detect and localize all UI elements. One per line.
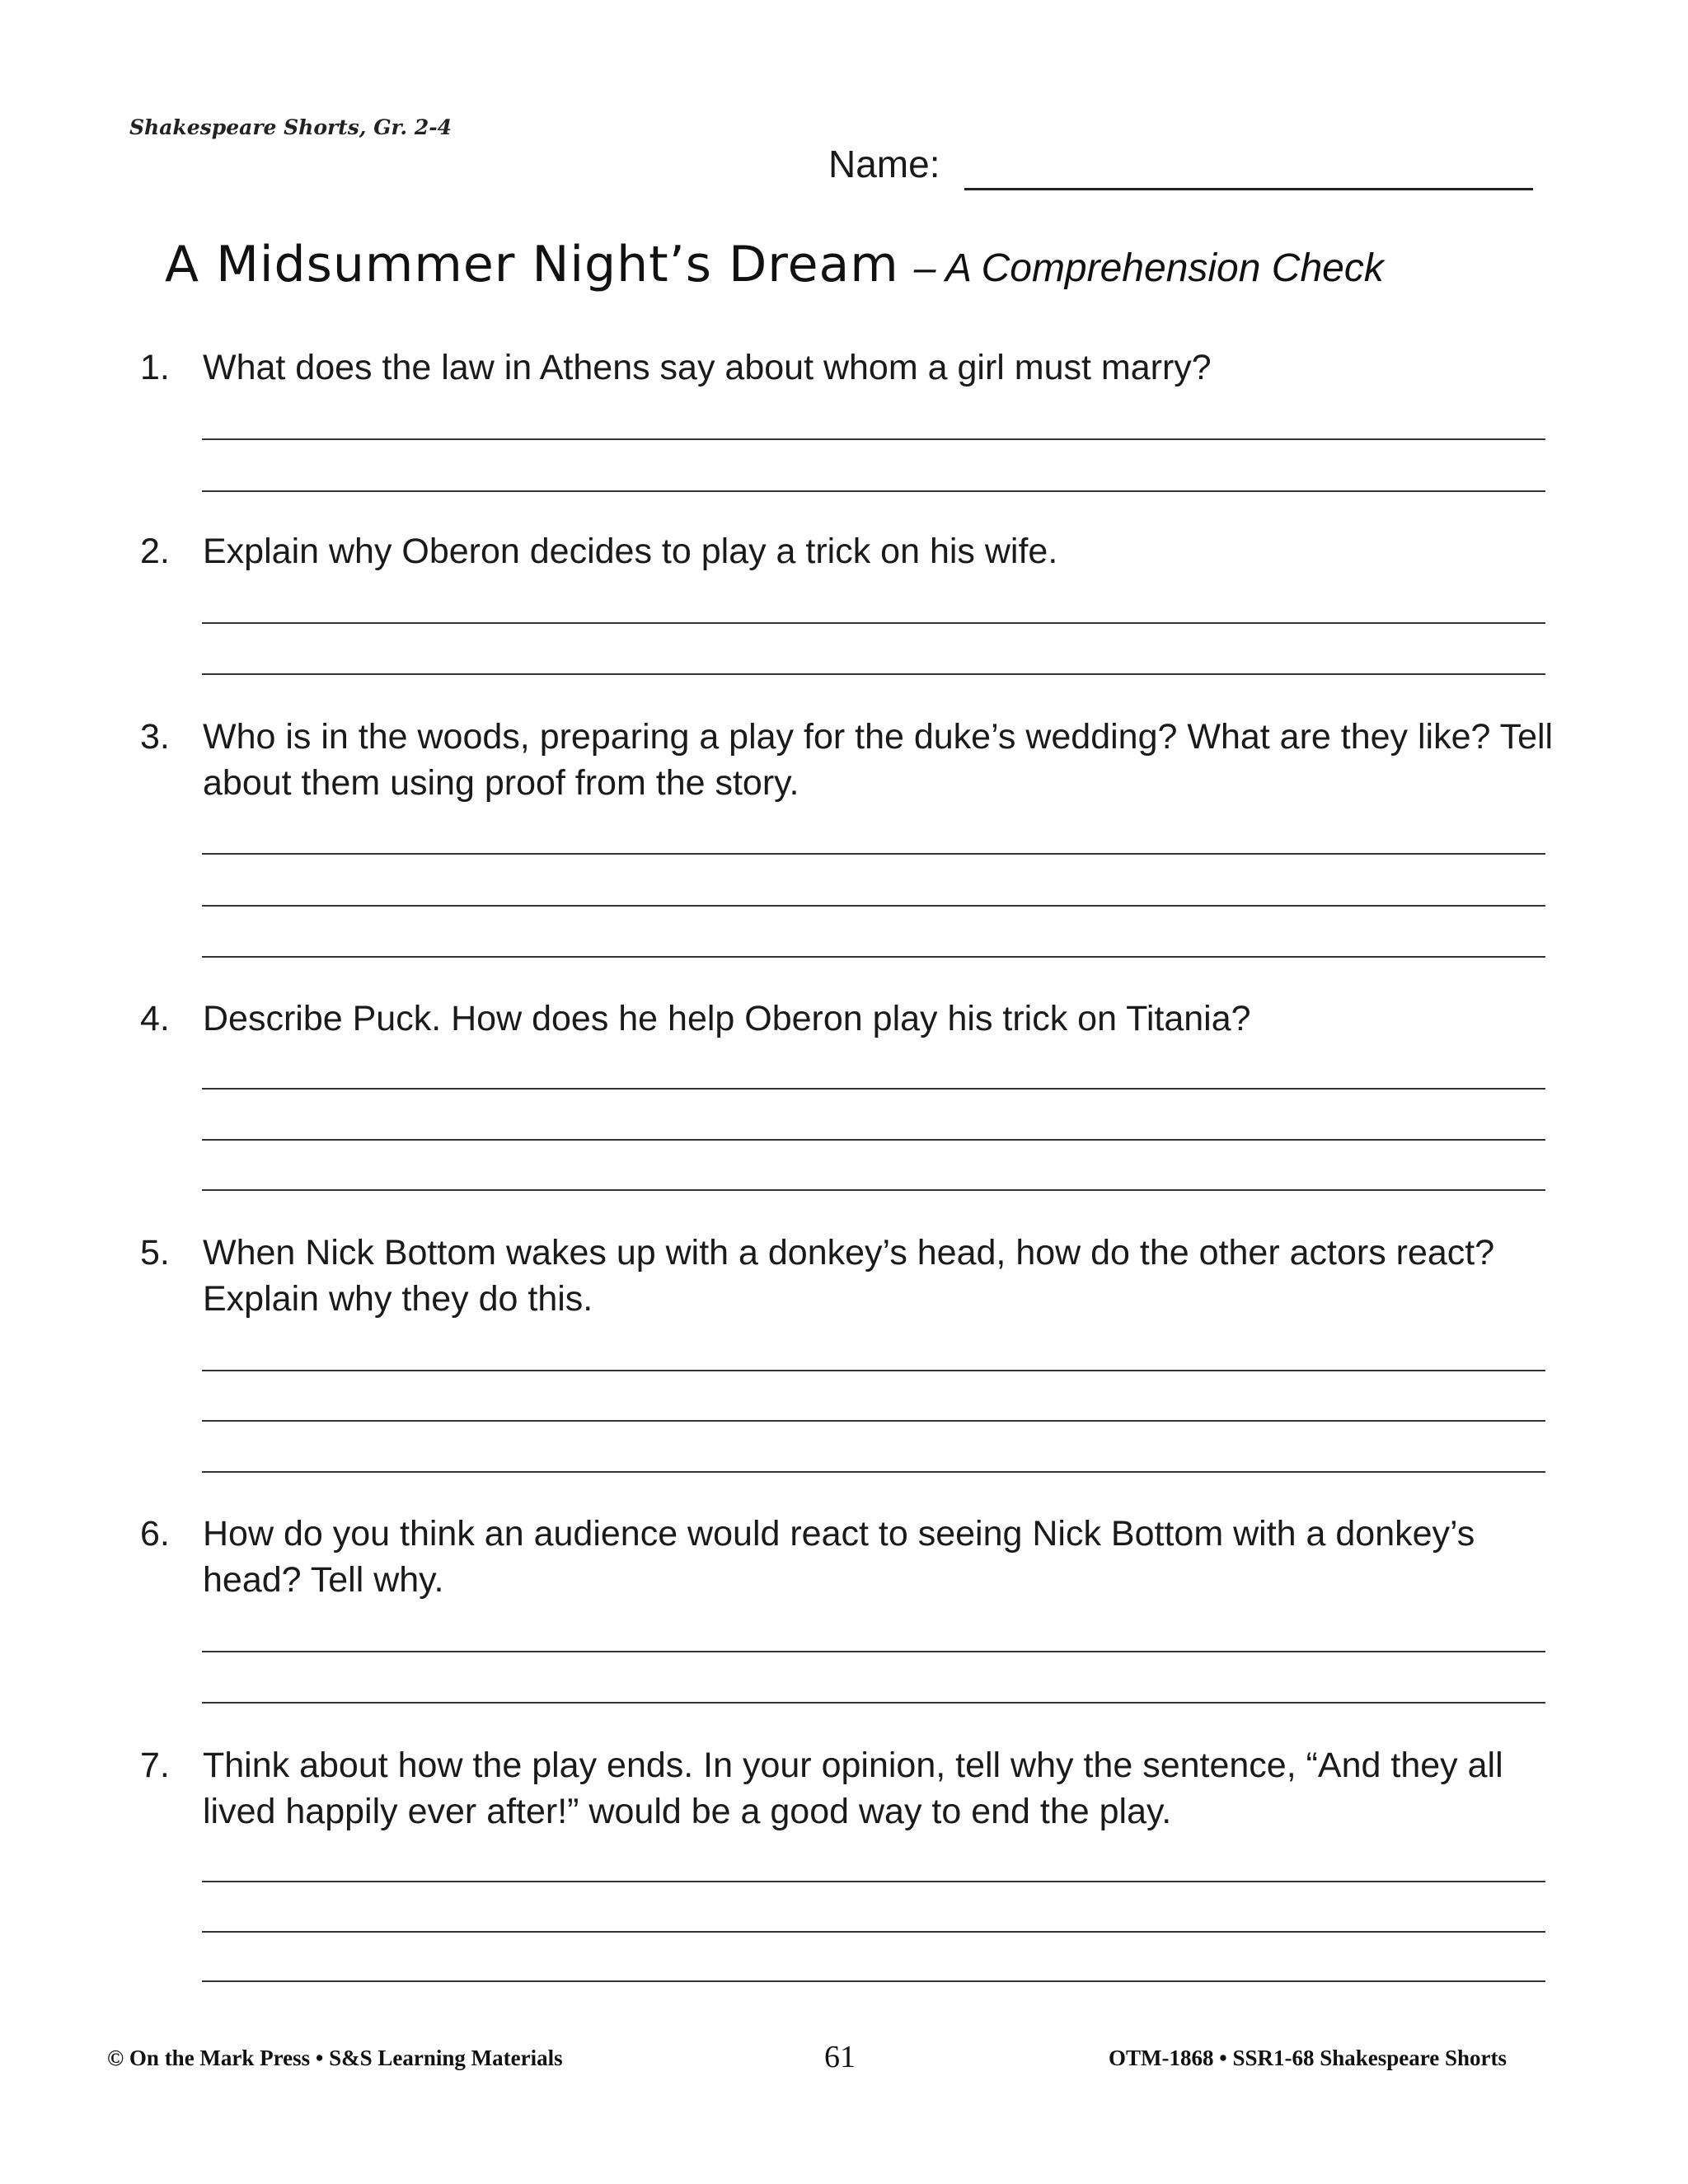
series-header: Shakespeare Shorts, Gr. 2-4 [129,115,452,139]
question-number: 4. [140,999,170,1038]
question-number: 6. [140,1514,170,1554]
question-text: Explain why Oberon decides to play a trick on his wife. [203,532,1058,571]
name-label: Name: [828,143,940,185]
answer-line[interactable] [202,1471,1545,1473]
page-title [165,236,1566,310]
question-text: Who is in the woods, preparing a play for the duke’s wedding? What are they like? Tell about them using proof from the story. [203,717,1554,803]
question-number: 3. [140,717,170,757]
name-field-row [828,142,1529,199]
answer-line[interactable] [202,1139,1545,1141]
question-text: What does the law in Athens say about whom a girl must marry? [203,348,1212,387]
name-input-line[interactable] [964,188,1533,190]
answer-line[interactable] [202,1370,1545,1371]
answer-line[interactable] [202,490,1545,492]
answer-line[interactable] [202,1189,1545,1191]
answer-line[interactable] [202,1651,1545,1652]
title-sub: – A Comprehension Check [913,246,1384,290]
question-number: 5. [140,1233,170,1272]
answer-line[interactable] [202,1088,1545,1090]
footer-copyright: © On the Mark Press • S&S Learning Materials [107,2046,563,2070]
question-text: Think about how the play ends. In your opinion, tell why the sentence, “And they all lived happily ever after!” would be a good way to end the play. [203,1746,1503,1831]
question-number: 1. [140,348,170,387]
question-number: 7. [140,1746,170,1785]
question-text: How do you think an audience would react to seeing Nick Bottom with a donkey’s head? Tell why. [203,1514,1475,1600]
answer-line[interactable] [202,905,1545,907]
answer-line[interactable] [202,1931,1545,1933]
question-text: When Nick Bottom wakes up with a donkey’s head, how do the other actors react? Explain why they do this. [203,1233,1495,1319]
answer-line[interactable] [202,1702,1545,1704]
answer-line[interactable] [202,956,1545,958]
title-main: A Midsummer Night’s Dream [165,236,899,293]
answer-line[interactable] [202,1881,1545,1882]
answer-line[interactable] [202,1420,1545,1422]
answer-line[interactable] [202,438,1545,440]
answer-line[interactable] [202,1980,1545,1982]
question-number: 2. [140,532,170,571]
page-number: 61 [824,2040,856,2074]
question-text: Describe Puck. How does he help Oberon play his trick on Titania? [203,999,1251,1038]
answer-line[interactable] [202,853,1545,855]
answer-line[interactable] [202,673,1545,675]
answer-line[interactable] [202,622,1545,624]
footer-product-code: OTM-1868 • SSR1-68 Shakespeare Shorts [1109,2046,1507,2070]
